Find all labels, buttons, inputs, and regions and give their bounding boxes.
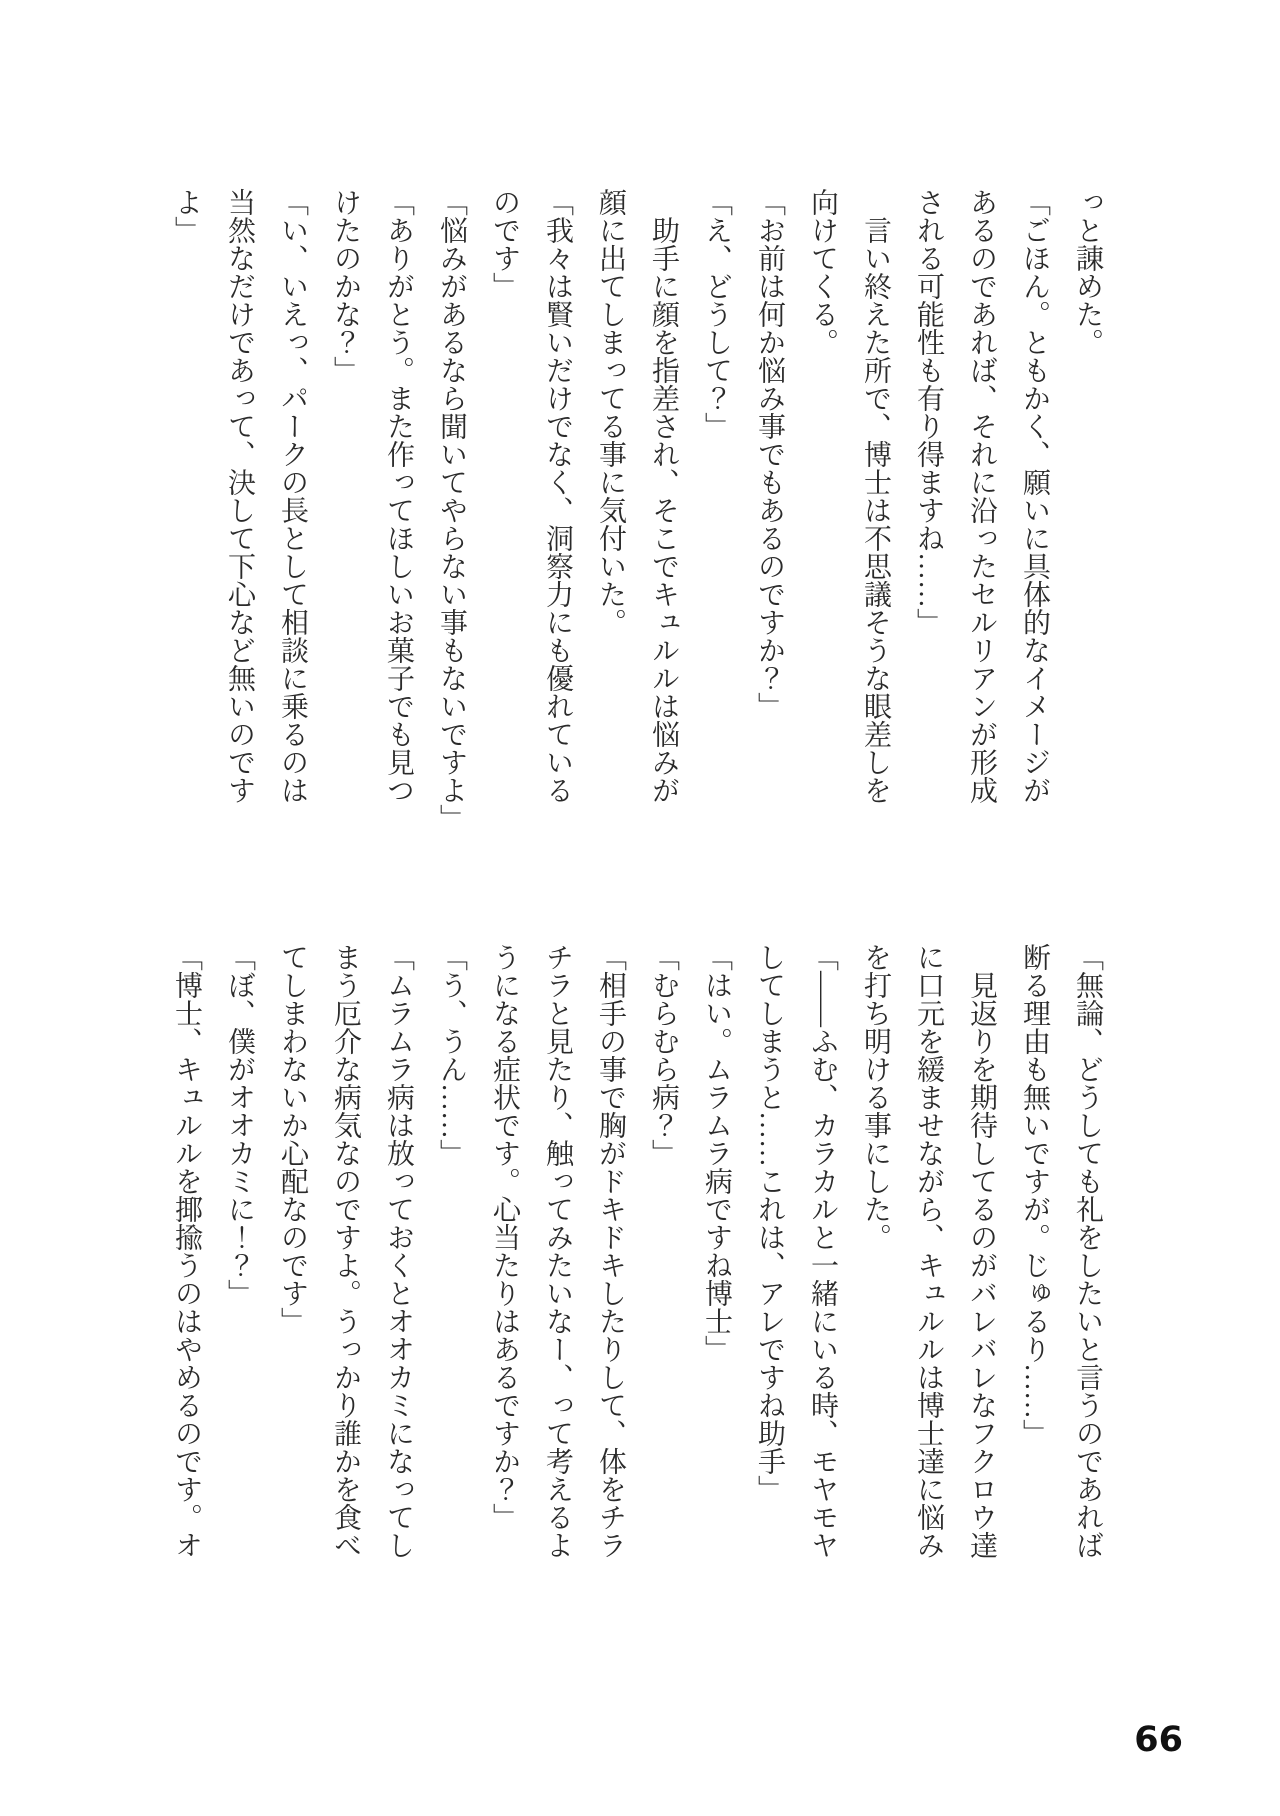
page-number: 66: [1134, 1720, 1183, 1760]
text-line: 「はい。ムラムラ病ですね博士」: [701, 943, 732, 1363]
text-line: 「ありがとう。また作ってほしいお菓子でも見つ: [383, 188, 414, 804]
text-line: 「ムラムラ病は放っておくとオオカミになってし: [383, 943, 414, 1559]
text-line: うになる症状です。心当たりはあるですか？」: [489, 943, 520, 1531]
vertical-text-block-top: [160, 188, 1114, 933]
text-line: 「ぼ、僕がオオカミに！？」: [224, 943, 255, 1307]
text-line: 顔に出てしまってる事に気付いた。: [595, 188, 626, 636]
text-line: に口元を緩ませながら、キュルルは博士達に悩み: [913, 943, 944, 1559]
text-line: 「い、いえっ、パークの長として相談に乗るのは: [277, 188, 308, 804]
text-line: 「無論、どうしても礼をしたいと言うのであれば: [1072, 943, 1103, 1559]
text-line: 「え、どうして？」: [701, 188, 732, 440]
text-line: てしまわないか心配なのです」: [277, 943, 308, 1335]
text-line: のです」: [489, 188, 520, 300]
text-line: っと諌めた。: [1072, 188, 1103, 356]
text-line: 向けてくる。: [807, 188, 838, 356]
text-line: チラと見たり、触ってみたいなー、って考えるよ: [542, 943, 573, 1559]
text-line: 「ごほん。ともかく、願いに具体的なイメージが: [1019, 188, 1050, 804]
text-line: 「博士、キュルルを揶揄うのはやめるのです。オ: [171, 943, 202, 1559]
text-line: 言い終えた所で、博士は不思議そうな眼差しを: [860, 216, 891, 804]
vertical-text-block-bottom: [160, 943, 1114, 1803]
text-line: 「お前は何か悩み事でもあるのですか？」: [754, 188, 785, 720]
text-line: を打ち明ける事にした。: [860, 943, 891, 1251]
text-line: 「悩みがあるなら聞いてやらない事もないですよ」: [436, 188, 467, 832]
text-line: 断る理由も無いですが。じゅるり……」: [1019, 943, 1050, 1447]
text-line: よ」: [171, 188, 202, 244]
text-line: される可能性も有り得ますね……」: [913, 188, 944, 636]
text-line: 助手に顔を指差され、そこでキュルルは悩みが: [648, 216, 679, 804]
text-line: まう厄介な病気なのですよ。うっかり誰かを食べ: [330, 943, 361, 1559]
text-line: 見返りを期待してるのがバレバレなフクロウ達: [966, 971, 997, 1559]
text-line: 「――ふむ、カラカルと一緒にいる時、モヤモヤ: [807, 943, 838, 1559]
text-line: 「相手の事で胸がドキドキしたりして、体をチラ: [595, 943, 626, 1559]
text-line: けたのかな？」: [330, 188, 361, 384]
text-line: 当然なだけであって、決して下心など無いのです: [224, 188, 255, 804]
text-line: してしまうと……これは、アレですね助手」: [754, 943, 785, 1503]
text-line: 「むらむら病？」: [648, 943, 679, 1167]
text-line: 「う、うん……」: [436, 943, 467, 1167]
text-line: あるのであれば、それに沿ったセルリアンが形成: [966, 188, 997, 804]
text-line: 「我々は賢いだけでなく、洞察力にも優れている: [542, 188, 573, 804]
